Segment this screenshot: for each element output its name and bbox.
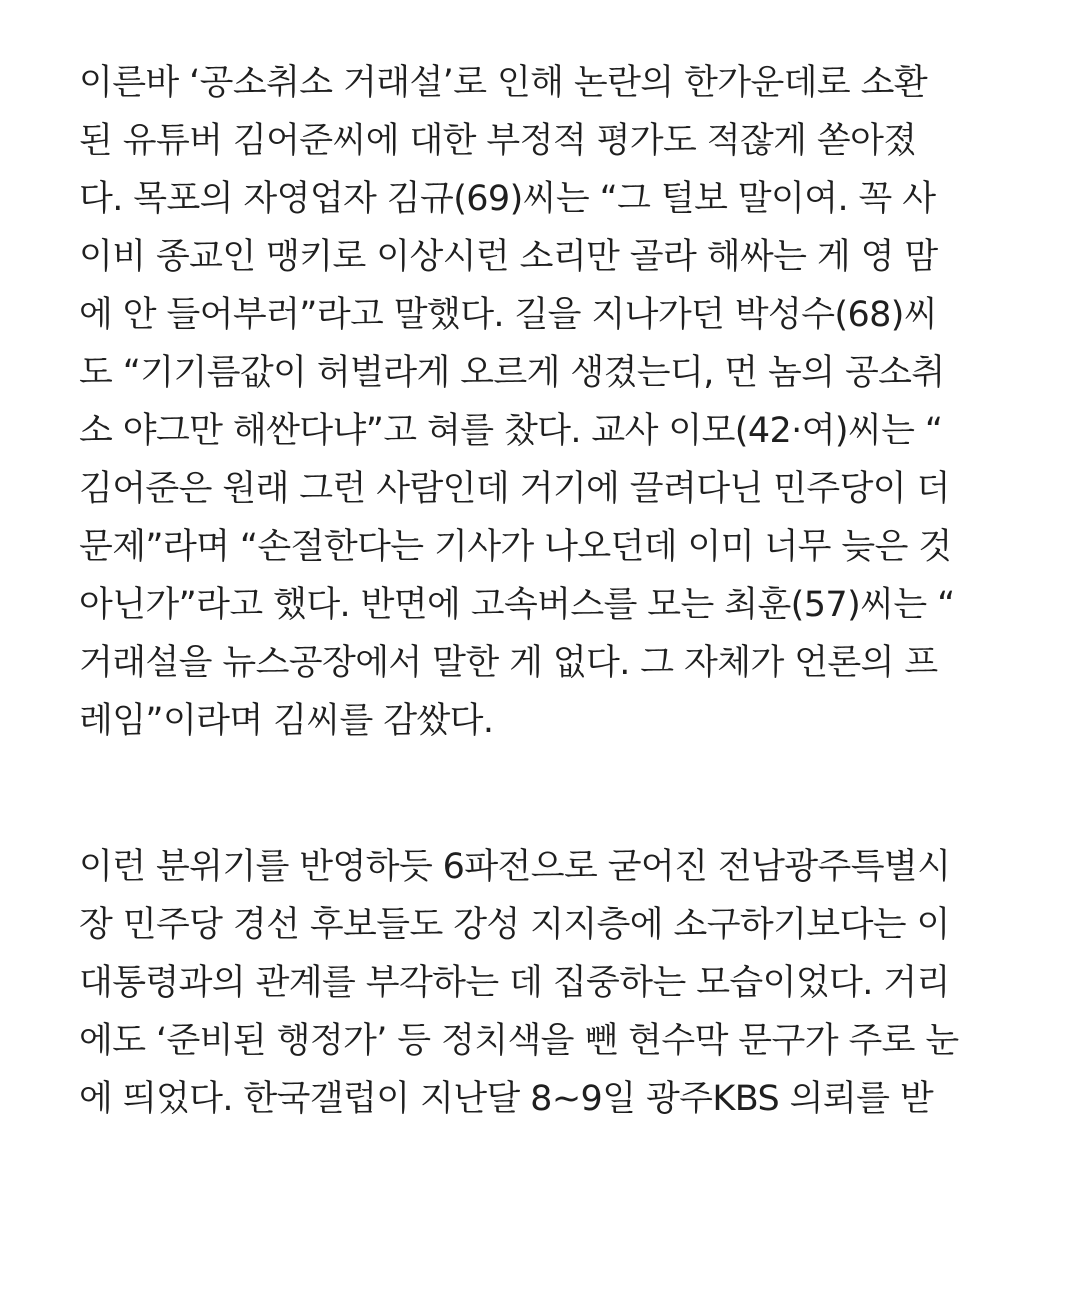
text-line: 문제”라며 “손절한다는 기사가 나오던데 이미 너무 늦은 것 — [79, 527, 952, 567]
paragraph-1 — [79, 54, 1039, 750]
text-line: 김어준은 원래 그런 사람인데 거기에 끌려다닌 민주당이 더 — [79, 469, 950, 509]
text-line: 에 띄었다. 한국갤럽이 지난달 8~9일 광주KBS 의뢰를 받 — [79, 1079, 934, 1119]
text-line: 이른바 ‘공소취소 거래설’로 인해 논란의 한가운데로 소환 — [79, 63, 928, 103]
text-line: 에 안 들어부러”라고 말했다. 길을 지나가던 박성수(68)씨 — [79, 295, 938, 335]
text-line: 거래설을 뉴스공장에서 말한 게 없다. 그 자체가 언론의 프 — [79, 643, 938, 683]
text-line: 이런 분위기를 반영하듯 6파전으로 굳어진 전남광주특별시 — [79, 847, 951, 887]
text-line: 다. 목포의 자영업자 김규(69)씨는 “그 털보 말이여. 꼭 사 — [79, 179, 936, 219]
text-line: 레임”이라며 김씨를 감쌌다. — [79, 701, 494, 741]
article-body — [79, 54, 1039, 1128]
text-line: 대통령과의 관계를 부각하는 데 집중하는 모습이었다. 거리 — [79, 963, 950, 1003]
text-line: 소 야그만 해싼다냐”고 혀를 찼다. 교사 이모(42·여)씨는 “ — [79, 411, 943, 451]
paragraph-spacer — [79, 750, 1039, 838]
text-line: 아닌가”라고 했다. 반면에 고속버스를 모는 최훈(57)씨는 “ — [79, 585, 955, 625]
text-line: 도 “기기름값이 허벌라게 오르게 생겼는디, 먼 놈의 공소취 — [79, 353, 945, 393]
text-line: 이비 종교인 맹키로 이상시런 소리만 골라 해싸는 게 영 맘 — [79, 237, 938, 277]
text-line: 에도 ‘준비된 행정가’ 등 정치색을 뺀 현수막 문구가 주로 눈 — [79, 1021, 959, 1061]
paragraph-2 — [79, 838, 1039, 1128]
text-line: 장 민주당 경선 후보들도 강성 지지층에 소구하기보다는 이 — [79, 905, 950, 945]
text-line: 된 유튜버 김어준씨에 대한 부정적 평가도 적잖게 쏟아졌 — [79, 121, 917, 161]
